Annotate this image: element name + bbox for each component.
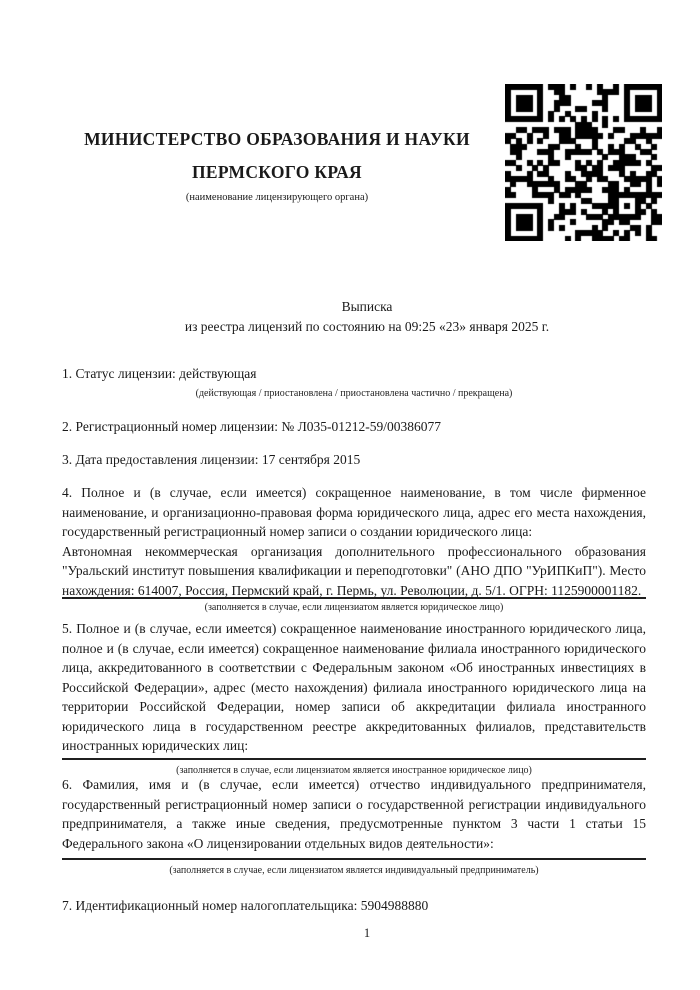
entrepreneur-label: 6. Фамилия, имя и (в случае, если имеется) отчество индивидуального предпринимателя, государственный регистрационный номер записи о государственной регистрации индивидуального предпринимателя, а также иные сведения, предусмотренные пунктом 3 части 1 статьи 15 Федерального закона «О лицензировании отдельных видов деятельности»: <box>62 777 646 851</box>
document-title-line2: из реестра лицензий по состоянию на 09:25 «23» января 2025 г. <box>184 318 550 334</box>
qr-code-icon <box>505 84 662 241</box>
legal-entity-value: Автономная некоммерческая организация дополнительного профессионального образования "Уральский институт повышения квалификации и переподготовки" (АНО ДПО "УрИПКиП"). Место нахождения: 614007, Россия, Пермский край, г. Пермь, ул. Революции, д. 5/1. ОГРН: 1125900001182. <box>62 543 646 598</box>
legal-entity-note: (заполняется в случае, если лицензиатом является юридическое лицо) <box>204 602 504 613</box>
page-number: 1 <box>363 926 371 940</box>
licensing-authority-note: (наименование лицензирующего органа) <box>185 192 369 203</box>
ministry-title <box>57 123 497 189</box>
license-grant-date-line: 3. Дата предоставления лицензии: 17 сентября 2015 <box>62 452 361 467</box>
foreign-entity-label: 5. Полное и (в случае, если имеется) сокращенное наименование иностранного юридического лица, полное и (в случае, если имеется) сокращенное наименование филиала иностранного юридического лица, аккредитованного в соответствии с Федеральным законом «Об иностранных инвестициях в Российской Федерации», адрес (место нахождения) филиала иностранного юридического лица на территории Российской Федерации, номер записи об аккредитации филиала иностранного юридического лица в государственном реестре аккредитованных филиалов, представительств иностранных юридических лиц: <box>62 621 646 753</box>
document-title <box>45 297 689 336</box>
fill-line <box>62 858 646 860</box>
entrepreneur-note: (заполняется в случае, если лицензиатом является индивидуальный предприниматель) <box>169 865 539 876</box>
ministry-title-line2: ПЕРМСКОГО КРАЯ <box>192 162 362 182</box>
entrepreneur-section <box>62 775 646 877</box>
foreign-entity-section <box>62 619 646 777</box>
ministry-title-line1: МИНИСТЕРСТВО ОБРАЗОВАНИЯ И НАУКИ <box>84 129 470 149</box>
document-title-line1: Выписка <box>341 299 393 314</box>
foreign-entity-note: (заполняется в случае, если лицензиатом является иностранное юридическое лицо) <box>176 764 532 776</box>
legal-entity-label: 4. Полное и (в случае, если имеется) сокращенное наименование, в том числе фирменное наименование, и организационно-правовая форма юридического лица, адрес его места нахождения, государственный регистрационный номер записи о создании юридического лица: <box>62 485 646 539</box>
legal-entity-section <box>62 483 646 614</box>
license-status-line: 1. Статус лицензии: действующая <box>62 366 257 381</box>
status-options-note: (действующая / приостановлена / приостановлена частично / прекращена) <box>195 388 513 399</box>
taxpayer-number-line: 7. Идентификационный номер налогоплательщика: 5904988880 <box>62 898 429 913</box>
fill-line <box>62 758 646 760</box>
registration-number-line: 2. Регистрационный номер лицензии: № Л035-01212-59/00386077 <box>62 419 442 434</box>
